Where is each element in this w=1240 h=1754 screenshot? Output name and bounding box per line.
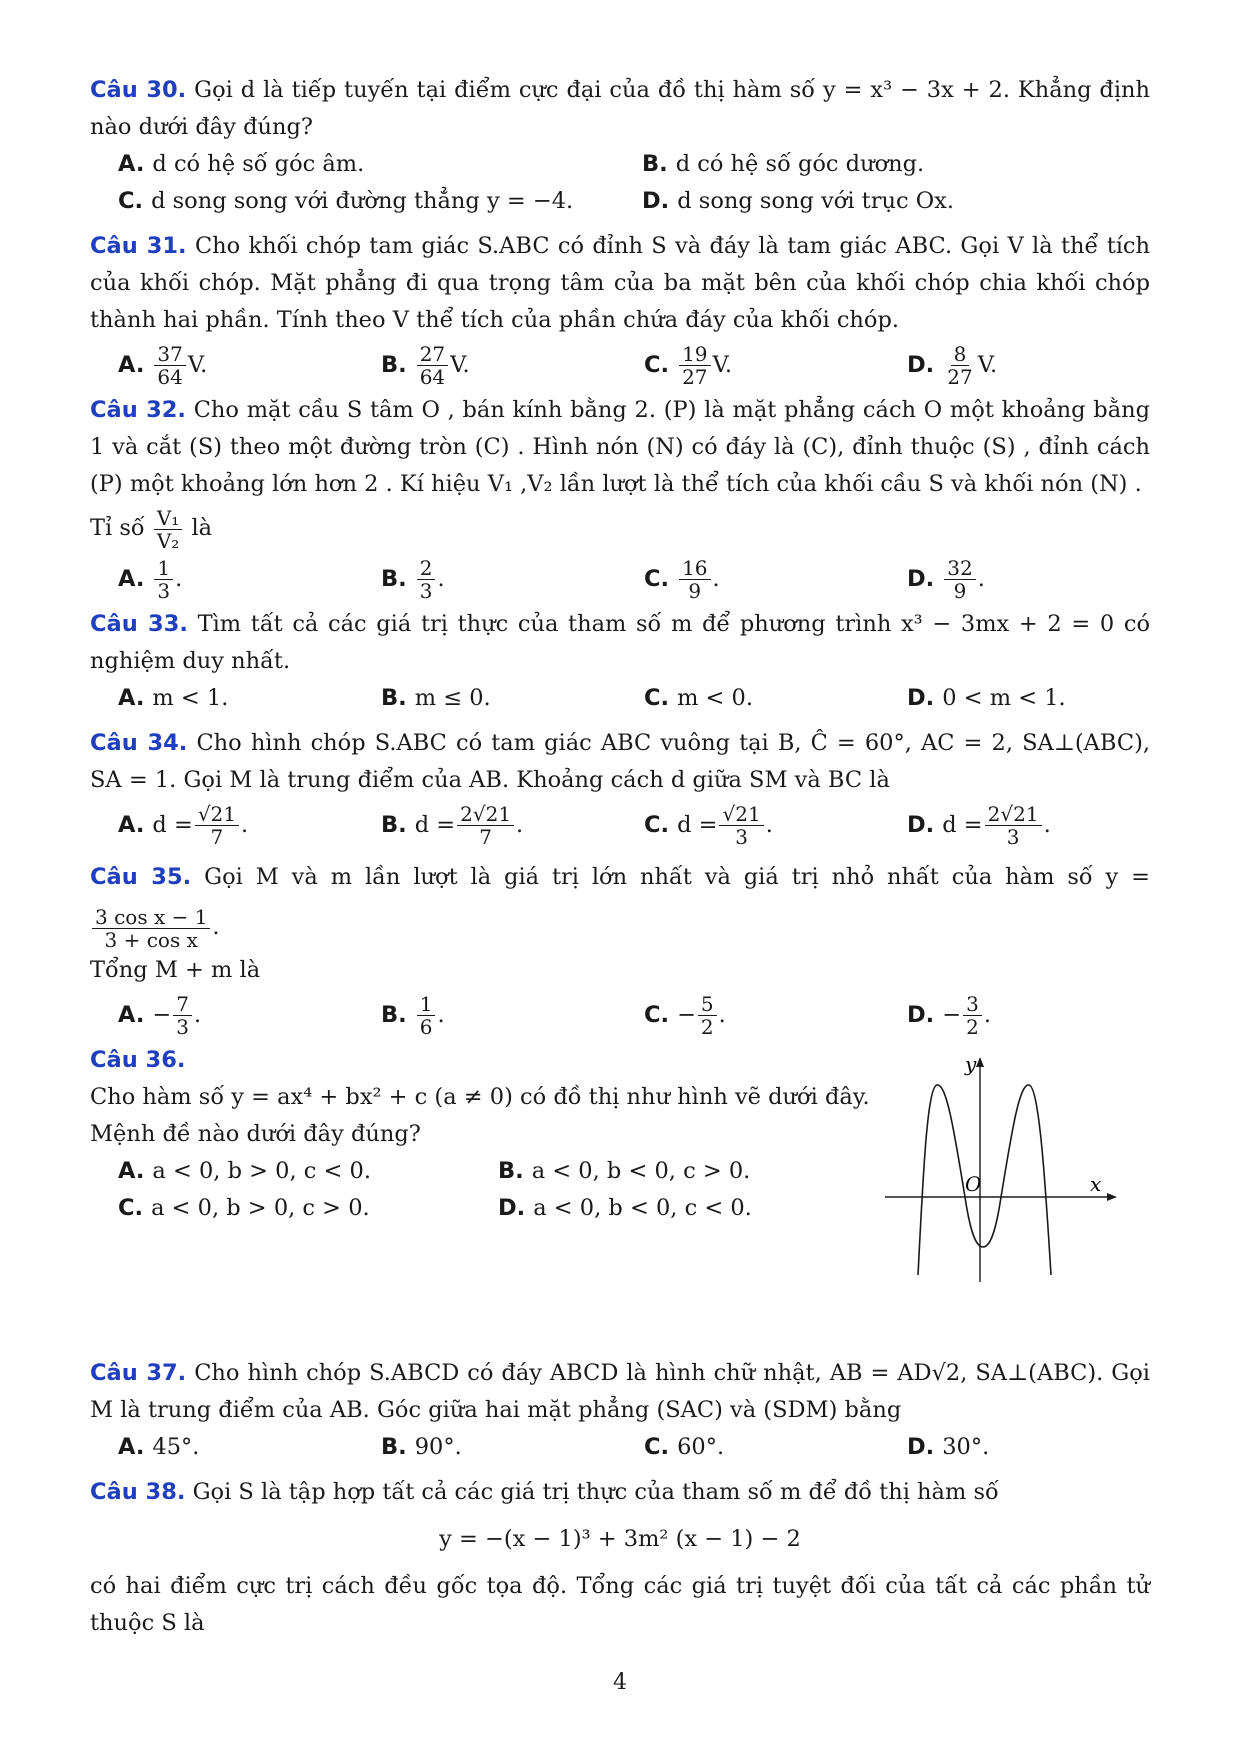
option-a[interactable]: A. d = $\frac{√21}{7}$ .: [118, 802, 249, 849]
question-label: Câu 33.: [90, 611, 188, 637]
y-axis-arrow: [976, 1057, 984, 1067]
option-b[interactable]: B. d = $\frac{2√21}{7}$ .: [381, 802, 524, 849]
question-label: Câu 30.: [90, 77, 187, 103]
options-row: [90, 989, 1150, 1042]
question-32: [90, 392, 1150, 503]
option-b[interactable]: B. d có hệ số góc dương.: [642, 151, 925, 177]
option-b[interactable]: B. a < 0, b < 0, c > 0.: [498, 1158, 751, 1184]
question-label: Câu 31.: [90, 233, 187, 259]
option-d[interactable]: D. d = $\frac{2√21}{3}$ .: [907, 802, 1051, 849]
option-d[interactable]: D. − $\frac{3}{2}$ .: [907, 992, 991, 1039]
options-row: [90, 680, 1150, 717]
option-d[interactable]: D. $\frac{8}{27}$ V.: [907, 342, 998, 389]
question-text: Cho hàm số y = ax⁴ + bx² + c (a ≠ 0) có đồ thị như hình vẽ dưới đây.: [90, 1084, 870, 1110]
question-label: Câu 37.: [90, 1360, 187, 1386]
exam-page: [90, 72, 1150, 1642]
question-text-2: Mệnh đề nào dưới đây đúng?: [90, 1121, 421, 1147]
question-label: Câu 36.: [90, 1047, 186, 1073]
option-c[interactable]: C. a < 0, b > 0, c > 0.: [118, 1195, 370, 1221]
question-text: Gọi M và m lần lượt là giá trị lớn nhất và giá trị nhỏ nhất của hàm số y =: [204, 864, 1151, 890]
option-a[interactable]: A. m < 1.: [118, 685, 229, 711]
question-35: Câu 35. Gọi M và m lần lượt là giá trị lớn nhất và giá trị nhỏ nhất của hàm số y = $\frac{\text{3 cos x − 1}}{\text{3 + cos x}}$ .: [90, 864, 1151, 952]
options-row: [90, 1429, 1150, 1466]
option-b[interactable]: B. 90°.: [381, 1434, 462, 1460]
page-number: 4: [613, 1670, 627, 1695]
question-text: Cho khối chóp tam giác S.ABC có đỉnh S và đáy là tam giác ABC. Gọi V là thể tích của khối chóp. Mặt phẳng đi qua trọng tâm của ba mặt bên của khối chóp chia khối chóp thành hai phần. Tính theo V thể tích của phần chứa đáy của khối chóp.: [90, 233, 1151, 333]
question-38: [90, 1474, 1150, 1511]
question-32-ratio: Tỉ số $\frac{\text{V₁}}{\text{V₂}}$ là: [90, 505, 213, 553]
question-33: [90, 606, 1150, 680]
option-d[interactable]: D. 30°.: [907, 1434, 990, 1460]
option-b[interactable]: B. $\frac{1}{6}$ .: [381, 992, 445, 1039]
option-d[interactable]: D. d song song với trục Ox.: [642, 188, 955, 214]
question-38-formula: y = −(x − 1)³ + 3m² (x − 1) − 2: [439, 1526, 801, 1552]
question-37: [90, 1355, 1150, 1429]
options-row: [90, 339, 1150, 392]
option-d[interactable]: D. $\frac{32}{9}$ .: [907, 556, 985, 603]
option-b[interactable]: B. $\frac{27}{64}$ V.: [381, 342, 470, 389]
option-a[interactable]: A. d có hệ số góc âm.: [118, 151, 365, 177]
question-31: [90, 228, 1150, 339]
options-row: [90, 183, 1150, 220]
question-text: Cho mặt cầu S tâm O , bán kính bằng 2. (P) là mặt phẳng cách O một khoảng bằng 1 và cắt (S) theo một đường tròn (C) . Hình nón (N) có đáy là (C), đỉnh thuộc (S) , đỉnh cách (P) một khoảng lớn hơn 2 . Kí hiệu V₁ ,V₂ lần lượt là thể tích của khối cầu S và khối nón (N) .: [90, 397, 1151, 497]
option-c[interactable]: C. $\frac{19}{27}$ V.: [644, 342, 732, 389]
question-34: [90, 725, 1150, 799]
question-30: [90, 72, 1150, 146]
question-label: Câu 32.: [90, 397, 186, 423]
option-c[interactable]: C. m < 0.: [644, 685, 754, 711]
question-text: Gọi d là tiếp tuyến tại điểm cực đại của đồ thị hàm số y = x³ − 3x + 2. Khẳng định nào dưới đây đúng?: [90, 77, 1151, 140]
question-text: Gọi S là tập hợp tất cả các giá trị thực của tham số m để đồ thị hàm số: [192, 1479, 999, 1505]
option-b[interactable]: B. m ≤ 0.: [381, 685, 491, 711]
function-graph: [885, 1057, 1125, 1287]
x-axis-arrow: [1107, 1193, 1117, 1201]
option-d[interactable]: D. a < 0, b < 0, c < 0.: [498, 1195, 752, 1221]
option-a[interactable]: A. a < 0, b > 0, c < 0.: [118, 1158, 371, 1184]
option-c[interactable]: C. $\frac{16}{9}$ .: [644, 556, 720, 603]
question-38-text-2: có hai điểm cực trị cách đều gốc tọa độ. Tổng các giá trị tuyệt đối của tất cả các phần tử thuộc S là: [90, 1573, 1150, 1636]
question-label: Câu 38.: [90, 1479, 186, 1505]
option-a[interactable]: A. $\frac{1}{3}$ .: [118, 556, 183, 603]
option-a[interactable]: A. − $\frac{7}{3}$ .: [118, 992, 202, 1039]
question-35-line2: Tổng M + m là: [90, 957, 261, 983]
option-c[interactable]: C. d = $\frac{√21}{3}$ .: [644, 802, 773, 849]
x-axis-label: x: [1090, 1172, 1102, 1196]
options-row: [90, 799, 1150, 852]
question-label: Câu 34.: [90, 730, 188, 756]
question-text: Tìm tất cả các giá trị thực của tham số m để phương trình x³ − 3mx + 2 = 0 có nghiệm duy nhất.: [90, 611, 1151, 674]
option-c[interactable]: C. 60°.: [644, 1434, 725, 1460]
option-d[interactable]: D. 0 < m < 1.: [907, 685, 1066, 711]
quartic-curve: [918, 1085, 1051, 1275]
question-label: Câu 35.: [90, 864, 192, 890]
options-row: [90, 146, 1150, 183]
option-a[interactable]: A. 45°.: [118, 1434, 200, 1460]
question-text: Cho hình chóp S.ABC có tam giác ABC vuông tại B, Ĉ = 60°, AC = 2, SA⊥(ABC), SA = 1. Gọi M là trung điểm của AB. Khoảng cách d giữa SM và BC là: [90, 730, 1151, 793]
origin-label: O: [965, 1172, 982, 1196]
question-text: Cho hình chóp S.ABCD có đáy ABCD là hình chữ nhật, AB = AD√2, SA⊥(ABC). Gọi M là trung điểm của AB. Góc giữa hai mặt phẳng (SAC) và (SDM) bằng: [90, 1360, 1150, 1423]
option-a[interactable]: A. $\frac{37}{64}$ V.: [118, 342, 208, 389]
option-c[interactable]: C. d song song với đường thẳng y = −4.: [118, 188, 574, 214]
option-b[interactable]: B. $\frac{2}{3}$ .: [381, 556, 445, 603]
options-row: [90, 553, 1150, 606]
y-axis-label: y: [965, 1057, 977, 1076]
option-c[interactable]: C. − $\frac{5}{2}$ .: [644, 992, 726, 1039]
